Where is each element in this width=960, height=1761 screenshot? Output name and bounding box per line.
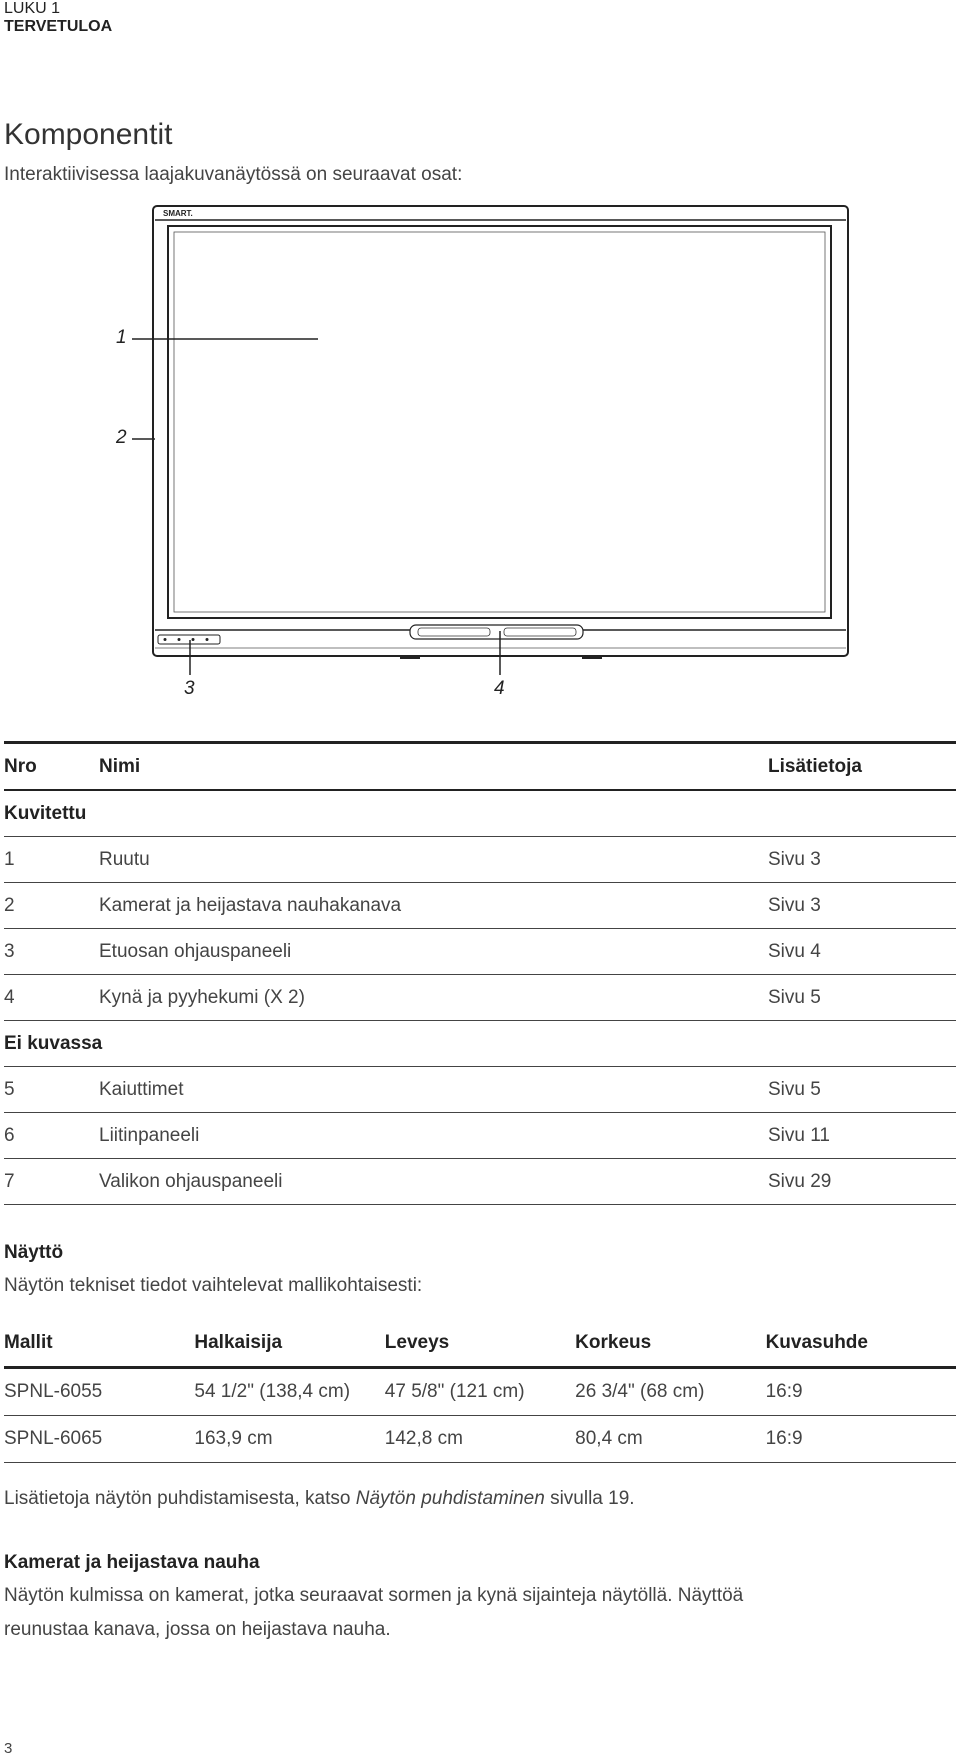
camera-section-title: Kamerat ja heijastava nauha [4,1552,260,1573]
display-section-title: Näyttö [4,1242,64,1263]
pen-slot [418,628,490,636]
components-table [4,741,956,1205]
row-no: 7 [4,1159,99,1205]
cleaning-note-prefix: Lisätietoja näytön puhdistamisesta, katso [4,1488,356,1509]
display-section-intro: Näytön tekniset tiedot vaihtelevat mallikohtaisesti: [4,1275,423,1296]
spec-cell: 26 3/4" (68 cm) [575,1368,765,1416]
spec-cell: SPNL-6055 [4,1368,194,1416]
header-no: Nro [4,743,99,791]
row-no: 1 [4,837,99,883]
callout-1: 1 [116,327,127,348]
spec-cell: 16:9 [766,1368,956,1416]
table-row [4,883,956,929]
row-info: Sivu 5 [768,1067,956,1113]
spec-cell: 163,9 cm [194,1416,384,1463]
row-no: 3 [4,929,99,975]
row-info: Sivu 5 [768,975,956,1021]
spec-header-aspect: Kuvasuhde [766,1320,956,1368]
group-row [4,790,956,837]
row-name: Etuosan ohjauspaneeli [99,929,768,975]
row-name: Kynä ja pyyhekumi (X 2) [99,975,768,1021]
spec-cell: 47 5/8" (121 cm) [385,1368,575,1416]
table-row [4,1368,956,1416]
spec-header-row [4,1320,956,1368]
group-label: Ei kuvassa [4,1021,956,1067]
spec-header-diagonal: Halkaisija [194,1320,384,1368]
row-info: Sivu 3 [768,883,956,929]
callout-3: 3 [184,678,195,699]
row-no: 5 [4,1067,99,1113]
table-row [4,837,956,883]
spec-cell: SPNL-6065 [4,1416,194,1463]
page-number: 3 [4,1740,13,1757]
table-row [4,929,956,975]
row-name: Valikon ohjauspaneeli [99,1159,768,1205]
row-info: Sivu 3 [768,837,956,883]
chapter-label: LUKU 1 [4,0,61,17]
callout-4: 4 [494,678,505,699]
display-drawing [0,200,960,710]
camera-line-1: Näytön kulmissa on kamerat, jotka seuraavat sormen ja kynä sijainteja näytöllä. Näyttöä [4,1585,744,1606]
row-name: Liitinpaneeli [99,1113,768,1159]
row-no: 6 [4,1113,99,1159]
screen-area [168,226,831,618]
table-row [4,1159,956,1205]
cleaning-note [4,1482,635,1516]
chapter-title: TERVETULOA [4,18,113,35]
chapter-header [4,0,112,36]
section-intro: Interaktiivisessa laajakuvanäytössä on seuraavat osat: [4,164,463,185]
row-info: Sivu 11 [768,1113,956,1159]
spec-cell: 54 1/2" (138,4 cm) [194,1368,384,1416]
camera-line-2: reunustaa kanava, jossa on heijastava nauha. [4,1619,391,1640]
front-control-panel [158,635,220,644]
table-row [4,975,956,1021]
spec-header-height: Korkeus [575,1320,765,1368]
spec-cell: 142,8 cm [385,1416,575,1463]
display-spec-table [4,1320,956,1463]
callout-2: 2 [116,427,127,448]
brand-logo: SMART. [163,209,193,218]
row-no: 4 [4,975,99,1021]
row-no: 2 [4,883,99,929]
row-name: Ruutu [99,837,768,883]
cleaning-link[interactable]: Näytön puhdistaminen [355,1488,545,1509]
spec-cell: 80,4 cm [575,1416,765,1463]
table-row [4,1067,956,1113]
spec-cell: 16:9 [766,1416,956,1463]
display-illustration [0,200,960,710]
table-row [4,1416,956,1463]
header-info: Lisätietoja [768,743,956,791]
row-name: Kamerat ja heijastava nauhakanava [99,883,768,929]
row-info: Sivu 4 [768,929,956,975]
section-title: Komponentit [4,118,173,151]
spec-header-width: Leveys [385,1320,575,1368]
group-row [4,1021,956,1067]
eraser-slot [504,628,576,636]
spec-header-model: Mallit [4,1320,194,1368]
table-header-row [4,743,956,791]
row-name: Kaiuttimet [99,1067,768,1113]
header-name: Nimi [99,743,768,791]
table-row [4,1113,956,1159]
row-info: Sivu 29 [768,1159,956,1205]
cleaning-note-suffix: sivulla 19. [550,1488,635,1509]
group-label: Kuvitettu [4,790,956,837]
